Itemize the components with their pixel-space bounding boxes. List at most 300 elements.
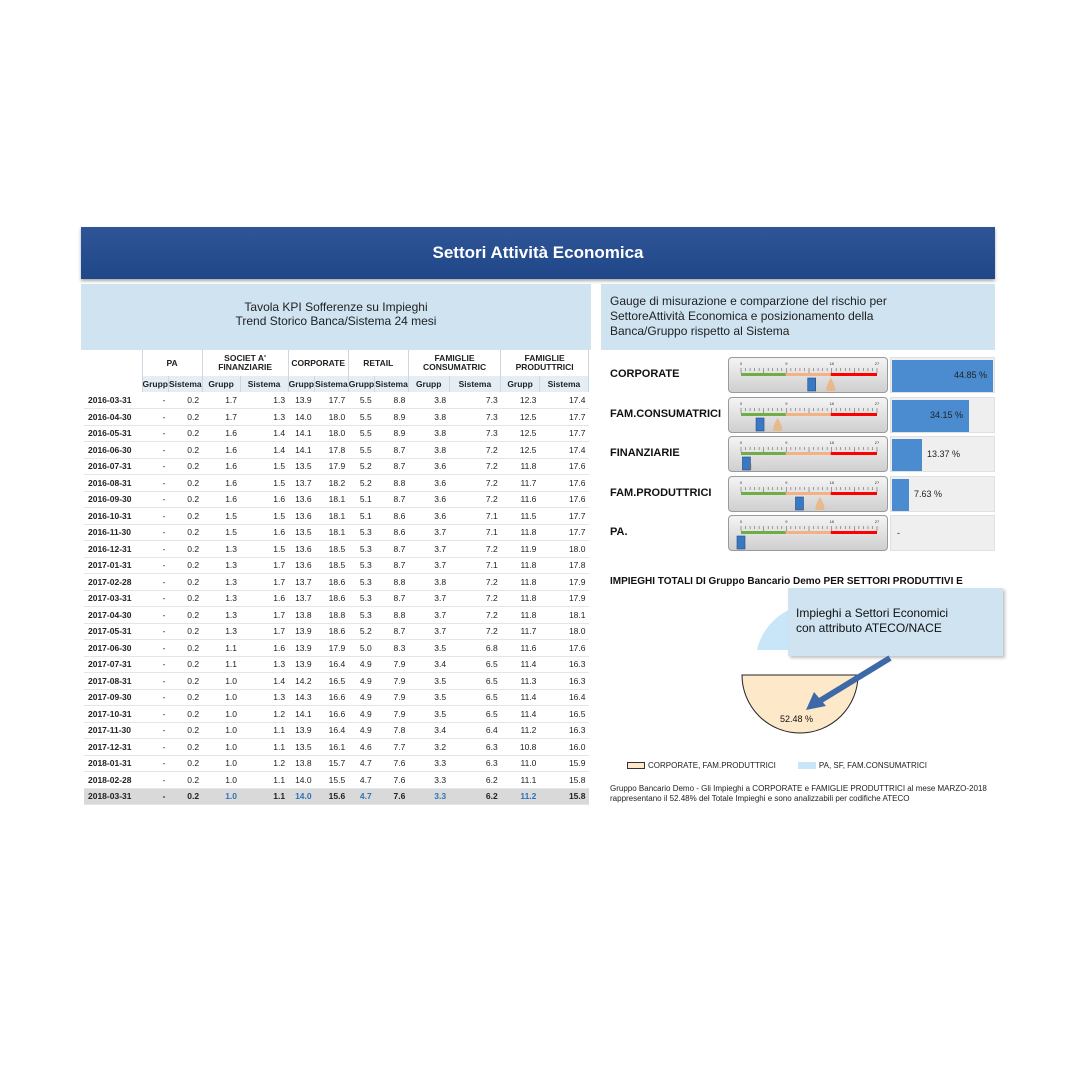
- table-cell: 3.4: [408, 722, 449, 739]
- sub-header: Grupp: [142, 376, 169, 392]
- table-cell: 7.1: [449, 524, 501, 541]
- table-cell: 6.3: [449, 755, 501, 772]
- table-cell: 1.6: [202, 458, 240, 475]
- table-cell: 0.2: [169, 458, 203, 475]
- table-cell: -: [142, 508, 169, 525]
- table-cell: 16.3: [539, 673, 588, 690]
- gauge-range-band: [741, 531, 786, 534]
- gauge-tick-label: 27: [874, 479, 880, 485]
- table-cell: 0.2: [169, 607, 203, 624]
- share-value: 7.63 %: [914, 488, 943, 499]
- table-cell: 3.7: [408, 607, 449, 624]
- table-cell: 11.6: [501, 640, 540, 657]
- table-cell: 17.7: [539, 508, 588, 525]
- row-date: 2017-01-31: [84, 557, 142, 574]
- table-cell: 8.8: [375, 392, 409, 409]
- share-value: 13.37 %: [927, 449, 961, 459]
- table-cell: 0.2: [169, 590, 203, 607]
- table-cell: 13.9: [288, 623, 315, 640]
- table-cell: 3.8: [408, 425, 449, 442]
- table-row: [84, 623, 589, 640]
- table-cell: 7.9: [375, 673, 409, 690]
- table-row: [84, 574, 589, 591]
- table-cell: 1.6: [240, 640, 288, 657]
- table-cell: 3.4: [408, 656, 449, 673]
- table-cell: 1.7: [202, 409, 240, 426]
- page-banner: [81, 227, 995, 279]
- gauge-tick-label: 0: [739, 400, 743, 406]
- table-cell: 0.2: [169, 722, 203, 739]
- table-row: [84, 673, 589, 690]
- table-cell: 18.5: [315, 541, 349, 558]
- sub-header: Sistema: [539, 376, 588, 392]
- table-cell: -: [142, 491, 169, 508]
- table-cell: 16.1: [315, 739, 349, 756]
- table-cell: 5.5: [348, 392, 375, 409]
- row-date: 2016-04-30: [84, 409, 142, 426]
- group-header: RETAIL: [348, 350, 408, 376]
- table-cell: 0.2: [169, 508, 203, 525]
- table-cell: 1.7: [240, 623, 288, 640]
- table-row: [84, 442, 589, 459]
- table-cell: 12.5: [501, 442, 540, 459]
- group-marker: [737, 536, 745, 549]
- table-cell: 16.4: [315, 656, 349, 673]
- callout-line1: Impieghi a Settori Economici: [796, 606, 949, 620]
- table-cell: 11.4: [501, 706, 540, 723]
- table-cell: 16.4: [539, 689, 588, 706]
- row-date: 2016-03-31: [84, 392, 142, 409]
- gauge-row: [607, 435, 997, 472]
- footnote: Gruppo Bancario Demo - Gli Impieghi a CORPORATE e FAMIGLIE PRODUTTRICI al mese MARZO-2018 rappresentano il 52.48% del Totale Impieghi e sono analizzabili per codifiche ATECO: [610, 784, 987, 803]
- gauge-range-band: [786, 531, 831, 534]
- gauge-range-band: [741, 452, 786, 455]
- sub-header: Grupp: [501, 376, 540, 392]
- share-bar: [890, 436, 995, 472]
- table-cell: 15.7: [315, 755, 349, 772]
- row-date: 2016-07-31: [84, 458, 142, 475]
- table-row: [84, 409, 589, 426]
- table-cell: 11.2: [501, 722, 540, 739]
- gauge-tick-label: 18: [829, 479, 834, 485]
- table-cell: 16.0: [539, 739, 588, 756]
- table-cell: 7.7: [375, 739, 409, 756]
- gauge-tick-label: 0: [739, 361, 743, 366]
- gauge-range-band: [786, 413, 831, 416]
- table-cell: 4.7: [348, 772, 375, 789]
- table-cell: 1.4: [240, 442, 288, 459]
- gauge-tick-label: 0: [739, 440, 743, 445]
- gauge-meter: [728, 476, 888, 512]
- sub-header-row: [84, 376, 589, 392]
- table-cell: 7.8: [375, 722, 409, 739]
- table-cell: 3.3: [408, 788, 449, 805]
- row-date: 2017-05-31: [84, 623, 142, 640]
- share-bar-fill: [892, 479, 909, 511]
- gauge-tick-label: 27: [874, 440, 880, 445]
- legend-swatch-2: [798, 762, 816, 769]
- table-cell: 18.0: [539, 623, 588, 640]
- table-cell: -: [142, 557, 169, 574]
- table-cell: 6.2: [449, 788, 501, 805]
- gauge-tick-label: 27: [874, 400, 880, 406]
- table-cell: 11.8: [501, 574, 540, 591]
- table-cell: 17.4: [539, 442, 588, 459]
- table-cell: 1.1: [202, 640, 240, 657]
- table-cell: 7.1: [449, 508, 501, 525]
- table-cell: -: [142, 706, 169, 723]
- row-date: 2017-12-31: [84, 739, 142, 756]
- table-cell: 1.5: [240, 458, 288, 475]
- table-cell: 7.3: [449, 392, 501, 409]
- table-cell: 0.2: [169, 491, 203, 508]
- table-cell: 18.6: [315, 623, 349, 640]
- gauge-tick-label: 18: [829, 400, 834, 406]
- gauge-meter: [728, 436, 888, 472]
- table-row: [84, 656, 589, 673]
- row-date: 2018-01-31: [84, 755, 142, 772]
- group-marker: [756, 418, 764, 431]
- row-date: 2017-11-30: [84, 722, 142, 739]
- table-cell: 7.9: [375, 706, 409, 723]
- table-row: [84, 491, 589, 508]
- table-row: [84, 425, 589, 442]
- table-cell: 18.0: [539, 541, 588, 558]
- table-row: [84, 541, 589, 558]
- table-cell: 15.9: [539, 755, 588, 772]
- table-cell: 8.6: [375, 508, 409, 525]
- table-cell: -: [142, 574, 169, 591]
- gauge-title-line2: SettoreAttività Economica e posizionamento della: [610, 309, 874, 323]
- table-cell: 6.5: [449, 673, 501, 690]
- table-cell: 13.5: [288, 458, 315, 475]
- table-cell: 14.3: [288, 689, 315, 706]
- gauge-label: FAM.CONSUMATRICI: [610, 407, 722, 420]
- table-cell: 18.1: [315, 491, 349, 508]
- legend-swatch-1: [627, 762, 645, 769]
- table-cell: 17.7: [539, 425, 588, 442]
- table-row: [84, 590, 589, 607]
- share-bar-fill: [892, 439, 922, 471]
- table-cell: 8.7: [375, 623, 409, 640]
- table-cell: 1.7: [240, 574, 288, 591]
- table-cell: 14.0: [288, 772, 315, 789]
- table-cell: 1.1: [240, 772, 288, 789]
- table-cell: 16.3: [539, 722, 588, 739]
- table-cell: 1.5: [202, 508, 240, 525]
- table-cell: -: [142, 656, 169, 673]
- table-cell: 0.2: [169, 409, 203, 426]
- share-value: 34.15 %: [930, 409, 964, 420]
- table-cell: 0.2: [169, 755, 203, 772]
- table-cell: 6.2: [449, 772, 501, 789]
- table-cell: 8.8: [375, 475, 409, 492]
- gauge-row: [607, 475, 997, 512]
- table-cell: 8.6: [375, 524, 409, 541]
- table-cell: -: [142, 755, 169, 772]
- table-cell: 14.0: [288, 409, 315, 426]
- table-cell: 8.7: [375, 557, 409, 574]
- row-date: 2017-07-31: [84, 656, 142, 673]
- table-cell: 0.2: [169, 442, 203, 459]
- table-cell: 7.2: [449, 442, 501, 459]
- table-cell: 11.8: [501, 458, 540, 475]
- table-cell: 14.0: [288, 788, 315, 805]
- table-cell: 3.6: [408, 508, 449, 525]
- table-cell: 4.9: [348, 722, 375, 739]
- table-cell: 4.9: [348, 673, 375, 690]
- callout-box: [788, 588, 1003, 656]
- table-cell: 3.7: [408, 541, 449, 558]
- sub-header: Sistema: [240, 376, 288, 392]
- table-cell: -: [142, 458, 169, 475]
- table-cell: 0.2: [169, 425, 203, 442]
- table-cell: 11.4: [501, 656, 540, 673]
- gauge-tick-label: 27: [874, 519, 880, 524]
- table-cell: 1.7: [240, 557, 288, 574]
- table-cell: 8.9: [375, 425, 409, 442]
- table-cell: -: [142, 607, 169, 624]
- table-cell: 13.9: [288, 392, 315, 409]
- gauge-tick-label: 0: [739, 479, 743, 485]
- gauge-range-band: [831, 413, 877, 416]
- table-cell: 1.3: [202, 607, 240, 624]
- sub-header: Grupp: [202, 376, 240, 392]
- gauge-title-line1: Gauge di misurazione e comparzione del rischio per: [610, 294, 887, 308]
- table-cell: 7.2: [449, 491, 501, 508]
- table-cell: 13.5: [288, 739, 315, 756]
- table-cell: 7.2: [449, 623, 501, 640]
- table-cell: 1.6: [240, 590, 288, 607]
- table-cell: 1.0: [202, 739, 240, 756]
- kpi-table-header: [81, 284, 591, 350]
- table-cell: 7.3: [449, 409, 501, 426]
- table-cell: -: [142, 788, 169, 805]
- table-cell: 8.7: [375, 541, 409, 558]
- table-cell: 16.6: [315, 689, 349, 706]
- table-cell: 16.5: [539, 706, 588, 723]
- table-cell: 3.6: [408, 475, 449, 492]
- group-header: SOCIET A' FINANZIARIE: [202, 350, 288, 376]
- table-cell: 5.5: [348, 442, 375, 459]
- group-header: PA: [142, 350, 202, 376]
- system-marker: [815, 497, 824, 510]
- gauge-range-band: [831, 373, 877, 376]
- table-cell: 5.3: [348, 590, 375, 607]
- table-cell: 3.5: [408, 706, 449, 723]
- table-cell: 3.6: [408, 458, 449, 475]
- table-cell: 3.8: [408, 409, 449, 426]
- table-cell: 18.1: [315, 524, 349, 541]
- gauge-tick-label: 27: [874, 361, 880, 366]
- table-cell: 1.4: [240, 673, 288, 690]
- table-cell: 1.0: [202, 706, 240, 723]
- table-cell: 0.2: [169, 739, 203, 756]
- gauge-range-band: [741, 413, 786, 416]
- gauge-meter: [728, 397, 888, 433]
- table-cell: 0.2: [169, 524, 203, 541]
- table-cell: 16.4: [315, 722, 349, 739]
- row-date: 2017-09-30: [84, 689, 142, 706]
- table-cell: 16.6: [315, 706, 349, 723]
- table-cell: 11.3: [501, 673, 540, 690]
- table-cell: 13.8: [288, 755, 315, 772]
- row-date: 2016-11-30: [84, 524, 142, 541]
- table-cell: 1.3: [240, 409, 288, 426]
- table-row: [84, 392, 589, 409]
- table-cell: 5.3: [348, 574, 375, 591]
- group-header: CORPORATE: [288, 350, 348, 376]
- table-cell: 7.3: [449, 425, 501, 442]
- table-cell: 13.8: [288, 607, 315, 624]
- table-cell: -: [142, 425, 169, 442]
- gauge-range-band: [786, 492, 831, 495]
- gauge-range-band: [831, 492, 877, 495]
- gauge-header: [601, 284, 995, 350]
- gauge-tick-label: 9: [785, 519, 788, 524]
- table-cell: 1.2: [240, 706, 288, 723]
- sub-header: Grupp: [288, 376, 315, 392]
- table-cell: 3.6: [408, 491, 449, 508]
- table-row: [84, 722, 589, 739]
- kpi-title-line2: Trend Storico Banca/Sistema 24 mesi: [235, 314, 437, 328]
- table-cell: 0.2: [169, 706, 203, 723]
- table-cell: 3.5: [408, 673, 449, 690]
- table-cell: 1.6: [240, 524, 288, 541]
- pie-slice-label: 52.48 %: [780, 714, 814, 724]
- table-row: [84, 689, 589, 706]
- table-cell: 1.3: [240, 656, 288, 673]
- table-cell: 3.8: [408, 574, 449, 591]
- table-cell: 3.8: [408, 442, 449, 459]
- table-cell: 1.5: [240, 541, 288, 558]
- table-cell: -: [142, 392, 169, 409]
- table-cell: 5.2: [348, 623, 375, 640]
- table-cell: 3.2: [408, 739, 449, 756]
- table-cell: 8.7: [375, 458, 409, 475]
- sub-header: Grupp: [348, 376, 375, 392]
- table-cell: 4.9: [348, 656, 375, 673]
- table-cell: 13.6: [288, 491, 315, 508]
- table-cell: 6.8: [449, 640, 501, 657]
- share-bar: [890, 476, 995, 512]
- table-cell: 17.6: [539, 640, 588, 657]
- table-cell: 0.2: [169, 557, 203, 574]
- table-cell: 18.2: [315, 475, 349, 492]
- table-cell: 13.7: [288, 475, 315, 492]
- table-cell: 4.7: [348, 788, 375, 805]
- table-cell: 13.7: [288, 590, 315, 607]
- gauge-range-band: [831, 452, 877, 455]
- table-cell: 1.5: [240, 475, 288, 492]
- gauge-range-band: [786, 373, 831, 376]
- table-cell: 18.0: [315, 409, 349, 426]
- table-cell: 13.6: [288, 508, 315, 525]
- table-cell: 7.9: [375, 656, 409, 673]
- table-cell: 0.2: [169, 475, 203, 492]
- sub-header: Sistema: [315, 376, 349, 392]
- table-cell: 11.4: [501, 689, 540, 706]
- table-cell: -: [142, 442, 169, 459]
- pie-legend: [627, 761, 927, 770]
- table-cell: 5.1: [348, 508, 375, 525]
- gauge-range-band: [741, 373, 786, 376]
- row-date: 2018-03-31: [84, 788, 142, 805]
- row-date: 2017-04-30: [84, 607, 142, 624]
- table-cell: 5.2: [348, 475, 375, 492]
- gauge-range-band: [786, 452, 831, 455]
- table-cell: 14.1: [288, 425, 315, 442]
- table-cell: 1.0: [202, 788, 240, 805]
- legend-label-1: CORPORATE, FAM.PRODUTTRICI: [648, 761, 776, 770]
- table-cell: 5.0: [348, 640, 375, 657]
- table-cell: 11.7: [501, 475, 540, 492]
- row-date: 2017-06-30: [84, 640, 142, 657]
- share-value: -: [897, 528, 900, 538]
- table-cell: 3.7: [408, 623, 449, 640]
- table-cell: 5.1: [348, 491, 375, 508]
- gauge-tick-label: 18: [829, 440, 834, 445]
- table-cell: 8.8: [375, 607, 409, 624]
- gauge-row: [607, 396, 997, 433]
- table-cell: 3.7: [408, 557, 449, 574]
- table-cell: 7.2: [449, 475, 501, 492]
- table-cell: 1.2: [240, 755, 288, 772]
- table-cell: 18.1: [539, 607, 588, 624]
- table-cell: 4.7: [348, 755, 375, 772]
- table-cell: 17.8: [539, 557, 588, 574]
- banner-title: Settori Attività Economica: [432, 243, 644, 262]
- table-cell: 13.5: [288, 524, 315, 541]
- legend-label-2: PA, SF, FAM.CONSUMATRICI: [818, 761, 928, 770]
- table-cell: 6.4: [449, 722, 501, 739]
- table-cell: 3.5: [408, 640, 449, 657]
- table-cell: -: [142, 673, 169, 690]
- gauge-meter: [728, 357, 888, 393]
- table-cell: -: [142, 409, 169, 426]
- table-cell: 17.9: [539, 590, 588, 607]
- gauge-range-band: [741, 492, 786, 495]
- table-cell: 15.6: [315, 788, 349, 805]
- table-cell: 1.6: [202, 442, 240, 459]
- table-cell: 17.7: [315, 392, 349, 409]
- table-cell: -: [142, 623, 169, 640]
- gauge-label: FINANZIARIE: [610, 447, 680, 459]
- table-cell: 17.9: [539, 574, 588, 591]
- table-cell: 6.5: [449, 656, 501, 673]
- table-cell: 1.0: [202, 772, 240, 789]
- system-marker: [773, 418, 782, 431]
- table-cell: 13.9: [288, 722, 315, 739]
- table-cell: 8.7: [375, 491, 409, 508]
- table-cell: 14.2: [288, 673, 315, 690]
- table-row: [84, 607, 589, 624]
- table-cell: 11.7: [501, 623, 540, 640]
- table-cell: 3.8: [408, 392, 449, 409]
- table-cell: 1.1: [202, 656, 240, 673]
- table-cell: 8.7: [375, 442, 409, 459]
- callout-arrow: [800, 650, 900, 720]
- row-date: 2017-03-31: [84, 590, 142, 607]
- table-cell: 15.8: [539, 772, 588, 789]
- group-marker: [795, 497, 803, 510]
- table-cell: 1.6: [202, 425, 240, 442]
- table-cell: 0.2: [169, 772, 203, 789]
- table-row: [84, 475, 589, 492]
- table-cell: 1.5: [202, 524, 240, 541]
- gauge-row: [607, 356, 997, 393]
- kpi-title-line1: Tavola KPI Sofferenze su Impieghi: [244, 300, 428, 314]
